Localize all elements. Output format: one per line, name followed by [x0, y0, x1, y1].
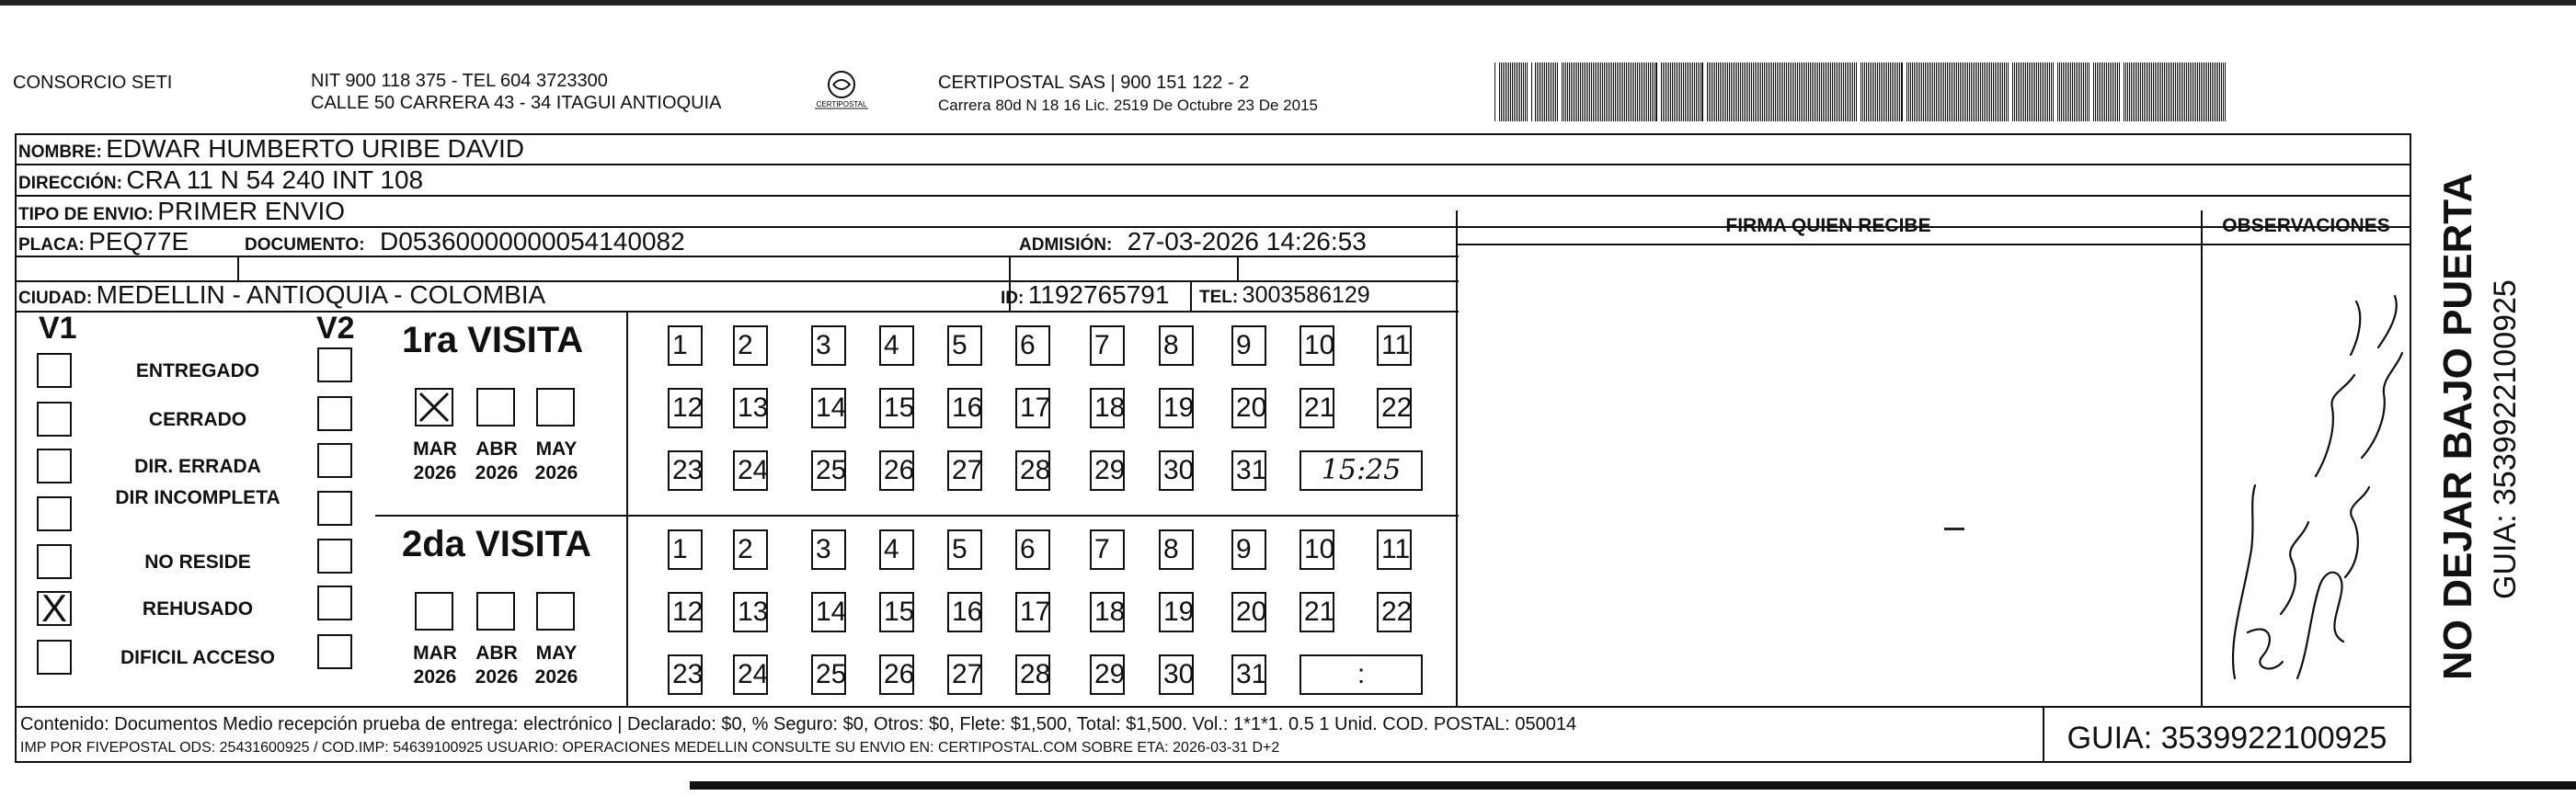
v2-checkbox[interactable] [317, 634, 352, 669]
month-name: ABR [475, 642, 518, 664]
month-label [406, 438, 464, 485]
month-name: MAR [413, 642, 457, 664]
day-box[interactable]: 3 [811, 325, 846, 366]
v1-checkbox[interactable] [37, 402, 72, 437]
v2-checkbox[interactable] [317, 491, 352, 526]
day-box[interactable]: 23 [668, 450, 703, 491]
day-box[interactable]: 15 [879, 388, 914, 428]
v1-checkbox[interactable] [37, 544, 72, 579]
side-guia-number: GUIA: 3539922100925 [2488, 279, 2523, 599]
tipo-value: PRIMER ENVIO [157, 197, 346, 225]
id-label: ID: [1001, 289, 1025, 308]
month-label [467, 438, 526, 485]
status-label: NO RESIDE [144, 552, 251, 573]
day-box[interactable]: 11 [1377, 325, 1412, 366]
day-box[interactable]: 7 [1090, 325, 1125, 366]
month-name: MAY [535, 642, 578, 664]
direccion-label: DIRECCIÓN: [18, 174, 122, 193]
status-label: ENTREGADO [135, 360, 260, 381]
day-box[interactable]: 20 [1231, 388, 1266, 428]
day-box[interactable]: 7 [1090, 529, 1125, 570]
day-box[interactable]: 14 [811, 388, 846, 428]
signature-mark [1944, 528, 1964, 530]
visit-title: 1ra VISITA [402, 320, 584, 360]
day-box[interactable]: 28 [1015, 654, 1050, 695]
company-name: CONSORCIO SETI [13, 73, 173, 93]
month-checkbox[interactable] [536, 388, 575, 426]
day-box[interactable]: 31 [1231, 450, 1266, 491]
status-label: DIFICIL ACCESO [120, 647, 275, 668]
month-checkbox[interactable] [536, 592, 575, 631]
month-label [527, 642, 586, 689]
month-checkbox[interactable] [476, 592, 515, 631]
month-checkbox[interactable] [415, 592, 453, 631]
day-box[interactable]: 9 [1231, 529, 1266, 570]
firma-label: FIRMA QUIEN RECIBE [1725, 215, 1931, 236]
day-box[interactable]: 24 [733, 654, 768, 695]
nombre-label: NOMBRE: [18, 142, 102, 162]
day-box[interactable]: 8 [1159, 325, 1194, 366]
ciudad-label: CIUDAD: [18, 289, 93, 308]
day-box[interactable]: 6 [1015, 325, 1050, 366]
admision-field [1019, 226, 1367, 262]
month-year: 2026 [475, 666, 519, 688]
day-box[interactable]: 13 [733, 388, 768, 428]
day-box[interactable]: 21 [1299, 388, 1334, 428]
admision-label: ADMISIÓN: [1019, 235, 1113, 255]
day-box[interactable]: 12 [668, 592, 703, 632]
day-box[interactable]: 8 [1159, 529, 1194, 570]
status-label: DIR. ERRADA [134, 456, 261, 477]
address-line: CALLE 50 CARRERA 43 - 34 ITAGUI ANTIOQUIA [311, 93, 722, 113]
day-box[interactable]: 26 [879, 450, 914, 491]
id-field [1001, 279, 1169, 315]
day-box[interactable]: 9 [1231, 325, 1266, 366]
tel-value: 3003586129 [1242, 282, 1370, 308]
day-box[interactable]: 1 [668, 529, 703, 570]
footer-impresion: IMP POR FIVEPOSTAL ODS: 25431600925 / COD.IMP: 54639100925 USUARIO: OPERACIONES MEDELLIN CONSULTE SU ENVIO EN: CERTIPOSTAL.COM SOBRE ETA: 2026-03-31 D+2 [20, 740, 1280, 756]
logo-text: CERTIPOSTAL [816, 100, 867, 108]
day-box[interactable]: 27 [947, 654, 982, 695]
day-box[interactable]: 4 [879, 325, 914, 366]
direccion-value: CRA 11 N 54 240 INT 108 [126, 165, 424, 194]
day-box[interactable]: 21 [1299, 592, 1334, 632]
v1-label: V1 [39, 311, 77, 346]
day-box[interactable]: 19 [1159, 388, 1194, 428]
v2-checkbox[interactable] [317, 396, 352, 431]
certipostal-line: CERTIPOSTAL SAS | 900 151 122 - 2 [938, 73, 1250, 93]
day-box[interactable]: 25 [811, 450, 846, 491]
status-label: DIR INCOMPLETA [115, 487, 280, 508]
v2-checkbox[interactable] [317, 443, 352, 478]
day-box[interactable]: 20 [1231, 592, 1266, 632]
day-box[interactable]: 16 [947, 388, 982, 428]
day-box[interactable]: 10 [1299, 529, 1334, 570]
guia-number-box: GUIA: 3539922100925 [2067, 721, 2387, 756]
v1-checkbox[interactable] [37, 449, 72, 483]
day-box[interactable]: 22 [1377, 592, 1412, 632]
day-box[interactable]: 26 [879, 654, 914, 695]
documento-label: DOCUMENTO: [245, 235, 365, 255]
month-name: ABR [475, 438, 518, 460]
tipo-label: TIPO DE ENVIO: [18, 205, 154, 224]
nombre-value: EDWAR HUMBERTO URIBE DAVID [106, 134, 525, 163]
day-box[interactable]: 5 [947, 325, 982, 366]
day-box[interactable]: 18 [1090, 388, 1125, 428]
day-box[interactable]: 29 [1090, 654, 1125, 695]
day-box[interactable]: 1 [668, 325, 703, 366]
documento-value: D05360000000054140082 [380, 227, 685, 256]
month-label [467, 642, 526, 689]
observaciones-handwriting [2207, 246, 2410, 706]
day-box[interactable]: 29 [1090, 450, 1125, 491]
day-box[interactable]: 2 [733, 529, 768, 570]
status-label: REHUSADO [142, 598, 254, 620]
day-box[interactable]: 25 [811, 654, 846, 695]
day-box[interactable]: 30 [1159, 654, 1194, 695]
license-line: Carrera 80d N 18 16 Lic. 2519 De Octubre 23 De 2015 [938, 97, 1318, 114]
ciudad-value: MEDELLIN - ANTIOQUIA - COLOMBIA [96, 280, 546, 309]
bottom-edge-bar [690, 781, 2576, 790]
month-name: MAY [535, 438, 578, 460]
month-year: 2026 [534, 666, 578, 688]
month-label [527, 438, 586, 485]
v2-label: V2 [316, 311, 355, 346]
v2-checkbox[interactable] [317, 586, 352, 620]
v1-checkbox[interactable]: X [37, 591, 72, 626]
month-year: 2026 [413, 462, 457, 483]
footer-contenido: Contenido: Documentos Medio recepción prueba de entrega: electrónico | Declarado: $0, % Seguro: $0, Otros: $0, Flete: $1,500, Total: $1,500. Vol.: 1*1*1. 0.5 1 Unid. COD. POSTAL: 050014 [20, 714, 1577, 734]
placa-label: PLACA: [18, 235, 85, 255]
id-value: 1192765791 [1027, 280, 1170, 309]
month-checkbox[interactable] [415, 388, 453, 426]
observaciones-label: OBSERVACIONES [2222, 215, 2390, 236]
v1-checkbox[interactable] [37, 496, 72, 531]
v1-checkbox[interactable] [37, 353, 72, 388]
placa-field [18, 226, 189, 262]
ciudad-field [18, 279, 545, 315]
day-box[interactable]: 5 [947, 529, 982, 570]
day-box[interactable]: 15 [879, 592, 914, 632]
status-label: CERRADO [148, 409, 247, 430]
day-box[interactable]: 14 [811, 592, 846, 632]
day-box[interactable]: 17 [1015, 388, 1050, 428]
day-box[interactable]: 17 [1015, 592, 1050, 632]
month-year: 2026 [534, 462, 578, 483]
nit-line: NIT 900 118 375 - TEL 604 3723300 [311, 71, 608, 91]
tel-field [1199, 279, 1370, 314]
month-year: 2026 [475, 462, 519, 483]
day-box[interactable]: 16 [947, 592, 982, 632]
day-box[interactable]: 31 [1231, 654, 1266, 695]
no-dejar-bajo-puerta: NO DEJAR BAJO PUERTA [2435, 173, 2480, 680]
month-year: 2026 [413, 666, 457, 688]
time-box[interactable]: : [1299, 654, 1423, 695]
certipostal-logo [811, 68, 872, 118]
documento-field [245, 226, 685, 262]
day-box[interactable]: 18 [1090, 592, 1125, 632]
placa-value: PEQ77E [88, 227, 189, 256]
day-box[interactable]: 23 [668, 654, 703, 695]
day-box[interactable]: 27 [947, 450, 982, 491]
month-name: MAR [413, 438, 457, 460]
top-edge-bar [0, 0, 2576, 6]
day-box[interactable]: 2 [733, 325, 768, 366]
tel-label: TEL: [1199, 288, 1239, 307]
day-box[interactable]: 10 [1299, 325, 1334, 366]
day-box[interactable]: 3 [811, 529, 846, 570]
admision-value: 27-03-2026 14:26:53 [1127, 227, 1367, 256]
v1-checkbox[interactable] [37, 640, 72, 675]
day-box[interactable]: 30 [1159, 450, 1194, 491]
visit-title: 2da VISITA [402, 524, 591, 564]
day-box[interactable]: 4 [879, 529, 914, 570]
month-label [406, 642, 464, 689]
v2-checkbox[interactable] [317, 347, 352, 382]
day-box[interactable]: 28 [1015, 450, 1050, 491]
day-box[interactable]: 11 [1377, 529, 1412, 570]
time-box[interactable]: 15:25 [1299, 450, 1423, 491]
day-box[interactable]: 12 [668, 388, 703, 428]
barcode [1494, 63, 2230, 123]
month-checkbox[interactable] [476, 388, 515, 426]
day-box[interactable]: 6 [1015, 529, 1050, 570]
day-box[interactable]: 19 [1159, 592, 1194, 632]
v2-checkbox[interactable] [317, 539, 352, 574]
day-box[interactable]: 24 [733, 450, 768, 491]
day-box[interactable]: 22 [1377, 388, 1412, 428]
day-box[interactable]: 13 [733, 592, 768, 632]
